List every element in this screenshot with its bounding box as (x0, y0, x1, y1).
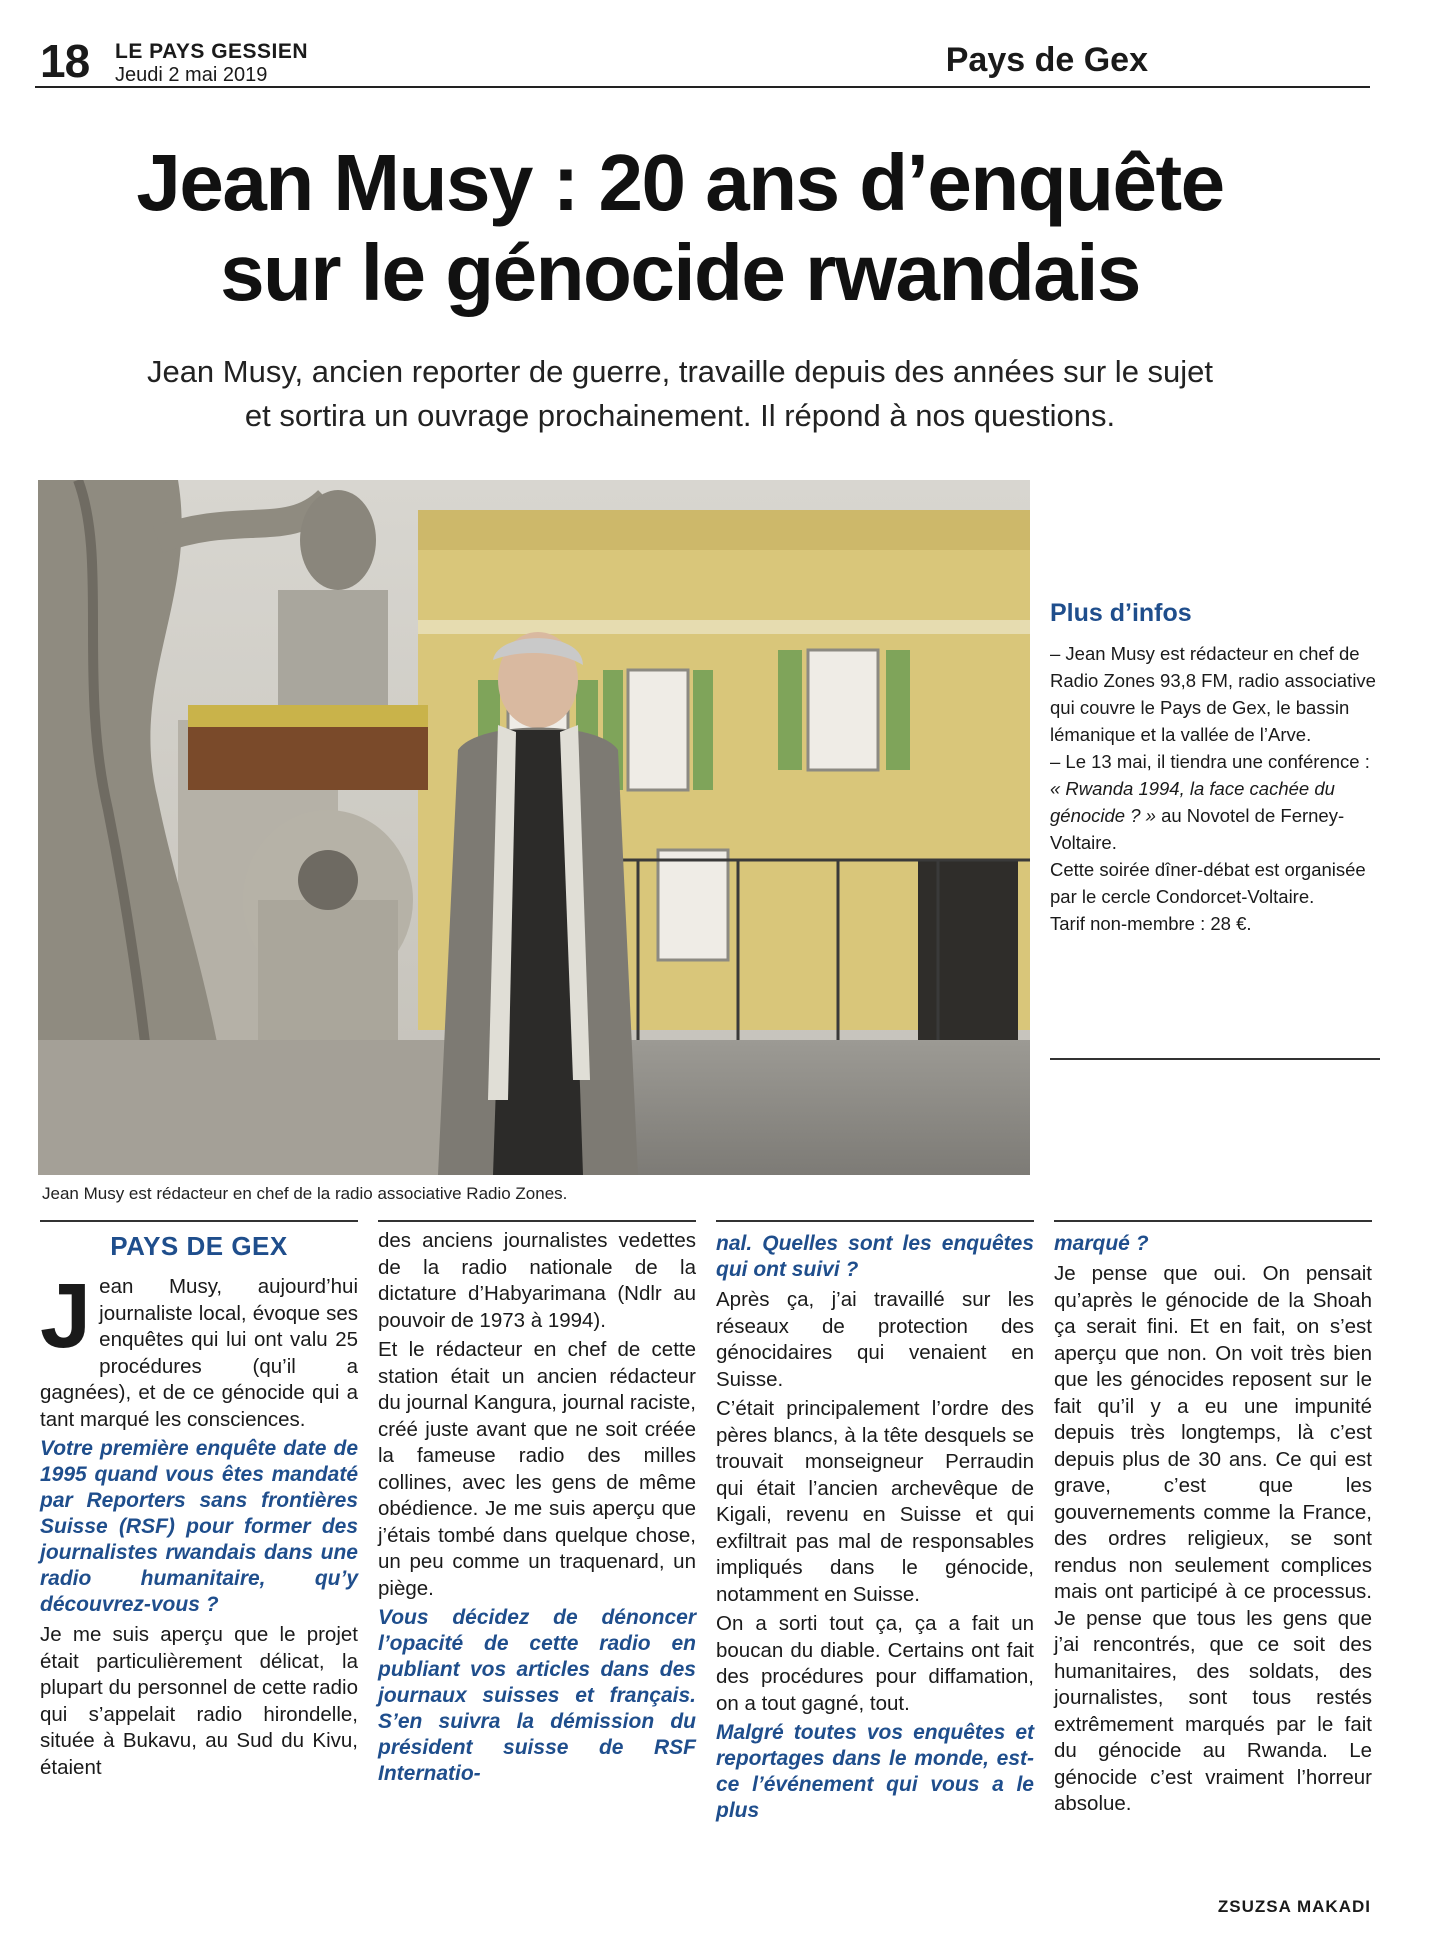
standfirst-line-1: Jean Musy, ancien reporter de guerre, travaille depuis des années sur le sujet (146, 354, 1214, 389)
section-name: Pays de Gex (945, 41, 1148, 79)
page-number: 18 (40, 35, 90, 87)
info-item-conference (1050, 748, 1380, 856)
answer-1-part-2: des anciens journalistes vedettes de la radio nationale de la dictature d’Habyarimana (Ndlr au pouvoir de 1973 à 1994). (378, 1229, 696, 1332)
question-2-part-2: nal. Quelles sont les enquêtes qui ont suivi ? (716, 1232, 1034, 1281)
info-item-organizer: Cette soirée dîner-débat est organisée par le cercle Condorcet-Voltaire. (1050, 859, 1366, 907)
column-1-rule (40, 1220, 358, 1222)
answer-1-part-1: Je me suis aperçu que le projet était particulièrement délicat, la plupart du personnel de cette radio qui s’appelait radio hirondelle, située à Bukavu, au Sud du Kivu, étaient (40, 1623, 358, 1779)
column-2-rule (378, 1220, 696, 1222)
answer-1-part-3: Et le rédacteur en chef de cette station était un ancien rédacteur du journal Kangura, journal raciste, créé juste avant que ne soit créée la fameuse radio des milles collines, avec les gens de même obédience. Je me suis aperçu que j’étais tombé dans quelque chose, un peu comme un traquenard, un piège. (378, 1338, 696, 1600)
question-3-part-2: marqué ? (1054, 1232, 1149, 1255)
answer-2-part-1: Après ça, j’ai travaillé sur les réseaux de protection des génocidaires qui venaient en Suisse. (716, 1288, 1034, 1391)
title-line-1: Jean Musy : 20 ans d’enquête (136, 138, 1224, 227)
answer-2-part-2: C’était principalement l’ordre des pères blancs, à la tête desquels se trouvait monseigneur Perraudin qui était l’ancien archevêque de Kigali, revenu en Suisse et qui exfiltrait pas mal de responsables impliqués dans le génocide, notamment en Suisse. (716, 1397, 1034, 1606)
article-column-1 (40, 1228, 358, 1784)
info-box-text (1050, 640, 1380, 937)
info-item-price: Tarif non-membre : 28 €. (1050, 913, 1252, 934)
info-item-conference-lead: – Le 13 mai, il tiendra une conférence : (1050, 751, 1370, 772)
article-intro (40, 1265, 358, 1433)
header-divider (35, 86, 1370, 88)
drop-cap: J (40, 1265, 92, 1367)
column-4-rule (1054, 1220, 1372, 1222)
issue-date: Jeudi 2 mai 2019 (115, 64, 268, 86)
question-2-part-1: Vous décidez de dénoncer l’opacité de cette radio en publiant vos articles dans des journaux suisses et français. S’en suivra la démission du président suisse de RSF Internatio- (378, 1606, 696, 1785)
article-photo (38, 480, 1030, 1175)
article-kicker: PAYS DE GEX (110, 1231, 288, 1261)
conference-title: « Rwanda 1994, la face cachée du génocide ? » (1050, 778, 1335, 826)
article-title (60, 138, 1300, 318)
article-column-3 (716, 1228, 1034, 1828)
question-1: Votre première enquête date de 1995 quand vous êtes mandaté par Reporters sans frontières Suisse (RSF) pour former des journalistes rwandais dans une radio humanitaire, qu’y découvrez-vous ? (40, 1437, 358, 1616)
answer-3: Je pense que oui. On pensait qu’après le génocide de la Shoah ça serait fini. Et en fait, on s’est aperçu que non. On voit très bien que les génocides reposent sur le fait qu’il y a eu une impunité depuis très longtemps, là c’est depuis plus de 30 ans. Ce qui est grave, c’est que les gouvernements comme la France, des ordres religieux, se sont rendus non seulement complices mais ont participé à ce processus. Je pense que tous les gens que j’ai rencontrés, que ce soit des humanitaires, des soldats, des journalistes, sont tous restés extrêmement marqués par le fait du génocide au Rwanda. Le génocide c’est vraiment l’horreur absolue. (1054, 1262, 1372, 1815)
standfirst-line-2: et sortira un ouvrage prochainement. Il répond à nos questions. (244, 398, 1116, 433)
column-3-rule (716, 1220, 1034, 1222)
article-standfirst (60, 350, 1300, 438)
answer-2-part-3: On a sorti tout ça, ça a fait un boucan du diable. Certains ont fait des procédures pour diffamation, on a tout gagné, tout. (716, 1612, 1034, 1715)
title-line-2: sur le génocide rwandais (220, 228, 1140, 317)
photo-caption: Jean Musy est rédacteur en chef de la radio associative Radio Zones. (42, 1184, 568, 1203)
info-item-conference-venue: au Novotel de Ferney-Voltaire. (1050, 805, 1345, 853)
article-author: ZSUZSA MAKADI (1217, 1897, 1371, 1916)
article-column-4 (1054, 1228, 1372, 1821)
newspaper-name: LE PAYS GESSIEN (115, 40, 309, 63)
info-box-title: Plus d’infos (1050, 599, 1192, 627)
question-3-part-1: Malgré toutes vos enquêtes et reportages dans le monde, est-ce l’événement qui vous a le plus (716, 1721, 1034, 1822)
photo-illustration (38, 480, 1030, 1175)
article-column-2 (378, 1228, 696, 1791)
info-box (1050, 590, 1380, 1060)
intro-text: ean Musy, aujourd’hui journaliste local, évoque ses enquêtes qui lui ont valu 25 procédures (qu’il a gagnées), et de ce génocide qui a tant marqué les consciences. (40, 1275, 358, 1431)
info-item-radio: – Jean Musy est rédacteur en chef de Radio Zones 93,8 FM, radio associative qui couvre le Pays de Gex, le bassin lémanique et la vallée de l’Arve. (1050, 643, 1376, 745)
